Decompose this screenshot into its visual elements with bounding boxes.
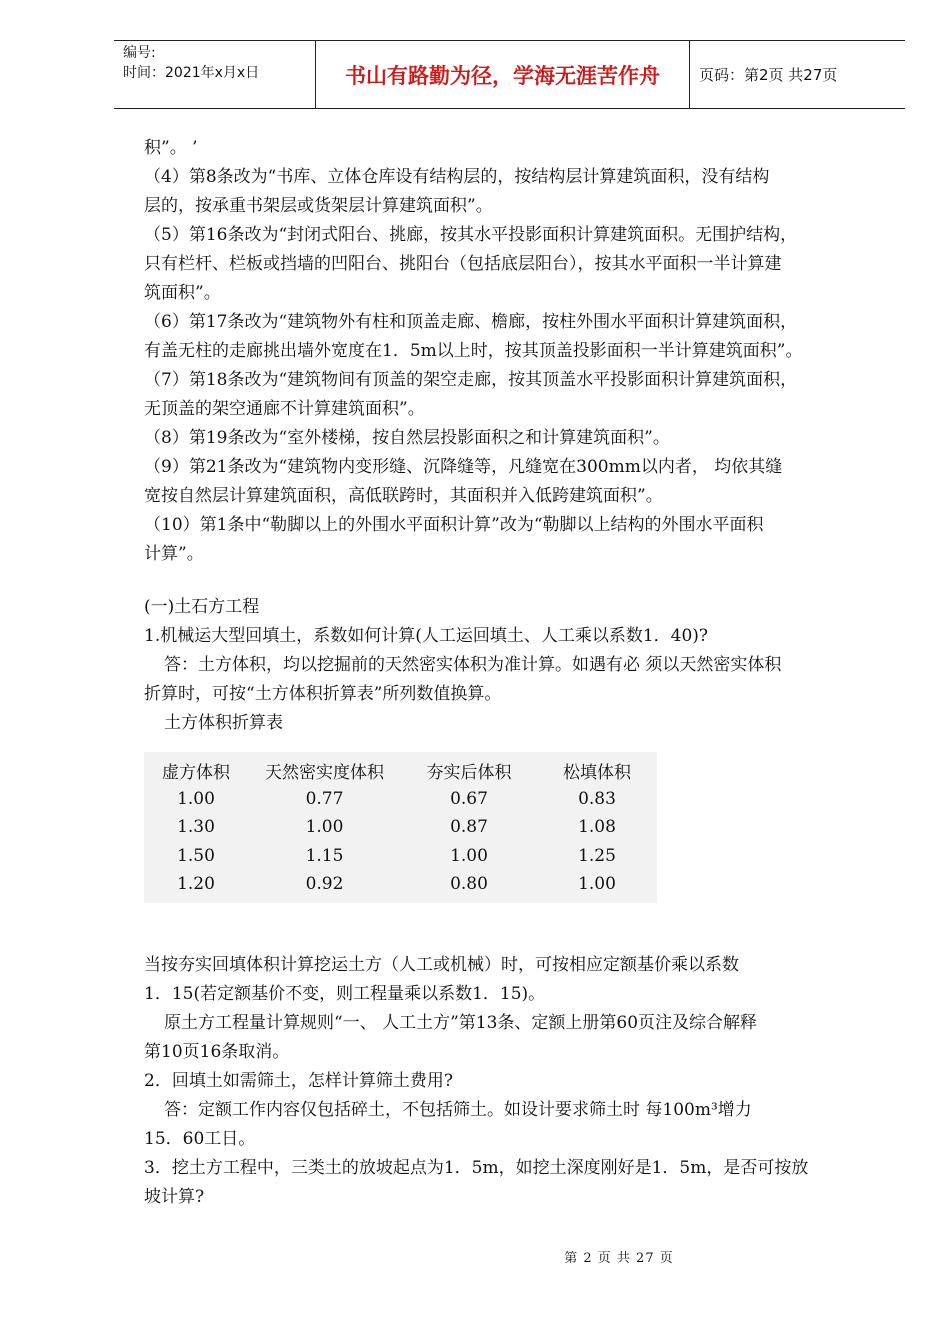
number-label: 编号: [123, 45, 156, 61]
table-row [144, 842, 657, 871]
paragraph-line: 当按夯实回填体积计算挖运土方（人工或机械）时，可按相应定额基价乘以系数 [144, 954, 739, 975]
table-cell: 1.00 [450, 845, 488, 866]
answer-1-line: 折算时，可按“土方体积折算表”所列数值换算。 [144, 684, 502, 704]
paragraph-line: 计算”。 [144, 544, 204, 564]
volume-conversion-table [144, 752, 657, 903]
paragraph-line: 筑面积”。 [144, 283, 221, 303]
table-cell: 0.77 [305, 788, 344, 809]
table-caption: 土方体积折算表 [164, 713, 283, 733]
paragraph-line: 1．15(若定额基价不变，则工程量乘以系数1．15)。 [144, 983, 546, 1004]
header-motto: 书山有路勤为径，学海无涯苦作舟 [316, 41, 690, 108]
column-header: 天然密实度体积 [265, 762, 384, 783]
table-header-row [144, 756, 657, 785]
question-1: 1.机械运大型回填土，系数如何计算(人工运回填土、人工乘以系数1．40)? [144, 626, 709, 646]
page-header [114, 40, 905, 109]
section-title: (一)土石方工程 [144, 597, 260, 617]
table-cell: 1.00 [578, 874, 616, 895]
paragraph-line: （7）第18条改为“建筑物间有顶盖的架空走廊，按其顶盖水平投影面积计算建筑面积， [144, 370, 798, 390]
document-body [144, 134, 889, 1212]
paragraph-line: 积”。 ’ [144, 138, 198, 158]
table-cell: 1.15 [305, 845, 344, 866]
paragraph-line: 无顶盖的架空通廊不计算建筑面积”。 [144, 399, 425, 419]
paragraph-line: （6）第17条改为“建筑物外有柱和顶盖走廊、檐廊，按柱外围水平面积计算建筑面积， [144, 312, 798, 332]
paragraph-line: 有盖无柱的走廊挑出墙外宽度在1．5m以上时，按其顶盖投影面积一半计算建筑面积”。 [144, 341, 803, 361]
answer-2-line: 15．60工日。 [144, 1128, 256, 1149]
table-row [144, 785, 657, 814]
header-meta [114, 41, 316, 108]
paragraph-line: 层的，按承重书架层或货架层计算建筑面积”。 [144, 196, 493, 216]
paragraph-line: 宽按自然层计算建筑面积，高低联跨时，其面积并入低跨建筑面积”。 [144, 486, 663, 506]
column-header: 松填体积 [563, 762, 631, 783]
column-header: 虚方体积 [162, 762, 230, 783]
paragraph-line: 第10页16条取消。 [144, 1041, 290, 1062]
table-row [144, 870, 657, 899]
table-row [144, 813, 657, 842]
table-cell: 0.67 [450, 788, 488, 809]
table-cell: 0.87 [450, 817, 488, 838]
page-footer: 第 2 页 共 27 页 [564, 1251, 674, 1266]
header-page-label: 页码：第2页 共27页 [699, 66, 838, 84]
table-cell: 1.25 [578, 845, 616, 866]
paragraph-line: （10）第1条中“勒脚以上的外围水平面积计算”改为“勒脚以上结构的外围水平面积 [144, 515, 764, 535]
paragraph-line: （8）第19条改为“室外楼梯，按自然层投影面积之和计算建筑面积”。 [144, 428, 670, 448]
paragraph-line: （9）第21条改为“建筑物内变形缝、沉降缝等，凡缝宽在300mm以内者， 均依其缝 [144, 457, 783, 477]
paragraph-line: 原土方工程量计算规则“一、 人工土方”第13条、定额上册第60页注及综合解释 [164, 1012, 758, 1033]
table-cell: 1.20 [177, 874, 215, 895]
question-3: 3．挖土方工程中，三类土的放坡起点为1．5m，如挖土深度刚好是1．5m，是否可按放 [144, 1157, 809, 1178]
table-cell: 1.08 [578, 817, 616, 838]
table-cell: 1.00 [177, 788, 215, 809]
answer-2-line: 答：定额工作内容仅包括碎土，不包括筛土。如设计要求筛土时 每100m³增力 [164, 1099, 752, 1120]
table-cell: 0.83 [578, 788, 616, 809]
table-cell: 0.92 [305, 874, 344, 895]
table-cell: 1.00 [305, 817, 344, 838]
table-cell: 1.50 [177, 845, 215, 866]
paragraph-line: 只有栏杆、栏板或挡墙的凹阳台、挑阳台（包括底层阳台），按其水平面积一半计算建 [144, 254, 782, 274]
time-label: 时间：2021年x月x日 [123, 65, 260, 81]
paragraph-line: （4）第8条改为“书库、立体仓库设有结构层的，按结构层计算建筑面积，没有结构 [144, 167, 770, 187]
question-3: 坡计算? [144, 1186, 205, 1207]
answer-1-line: 答：土方体积，均以挖掘前的天然密实体积为准计算。如遇有必 须以天然密实体积 [164, 655, 782, 675]
table-cell: 0.80 [450, 874, 488, 895]
paragraph-line: （5）第16条改为“封闭式阳台、挑廊，按其水平投影面积计算建筑面积。无围护结构， [144, 225, 798, 245]
column-header: 夯实后体积 [426, 762, 512, 783]
table-cell: 1.30 [177, 817, 215, 838]
question-2: 2．回填土如需筛土，怎样计算筛土费用? [144, 1070, 453, 1091]
